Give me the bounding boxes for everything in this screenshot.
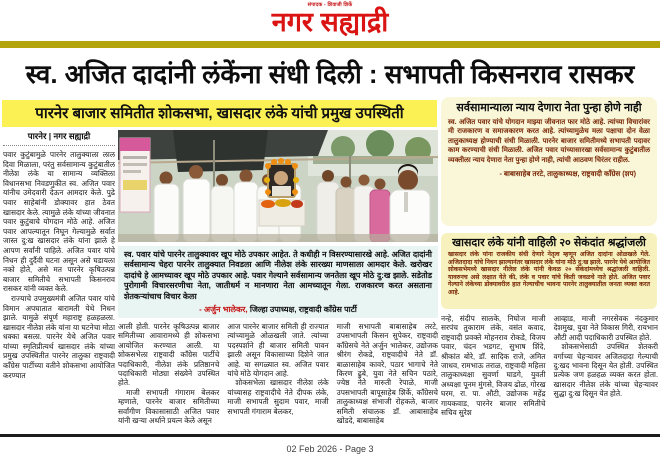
caption-byline-role: जिल्हा उपाध्यक्ष, राष्ट्रवादी काँग्रेस पार्टी <box>247 305 357 315</box>
caption-text: स्व. पवार यांचे पारनेर तालुक्यावर खूप मोठे उपकार आहेत. ते कधीही न विसरण्यासारखे आहे. अजित दादांनी सर्वसामान्य चेहरा पारनेर तालुक्यात निवडला आणि नीलेश लंके सारख्या माणसाला आमदार केले. खरोखर दादांचे हे आमच्यावर खूप मोठे उपकार आहे. पवार गेल्याने सर्वसामान्य जनतेला खूप मोठे दु:ख झाले. सडेतोड पुरोगामी विचारसरणीचा नेता, जातीधर्म न मानणारा नेता आमच्यातून गेला. राजकारण करत असताना शेतकऱ्यांचाच विचार केला <box>124 250 432 301</box>
article-paragraph: शोकसभेसाठी उपस्थित शेतकरी वर्गाच्या चेहऱ्यावर अजितदादा गेल्याची दु:खद भावना दिसून येत होती. उपस्थित प्रत्येक जण हळहळ व्यक्त करत होता. खासदार नीलेश लंके यांच्या चेहऱ्यावर सुद्धा दु:ख दिसून येत होते. <box>553 342 658 399</box>
main-headline: स्व. अजित दादांनी लंकेंना संधी दिली : सभापती किसनराव रासकर <box>25 59 635 89</box>
quote-box-byline: - बाबासाहेब तरटे, तालुकाध्यक्ष, राष्ट्रवादी काँग्रेस (शप) <box>499 169 636 179</box>
quote-box-body: खासदार लंके यांना राजकीय संधी देणारे नेतृत्व म्हणून अजित दादांना ओळखले गेले. अजितदादा यांचे निधन झाल्यानंतर खासदार लंके यांना मोठे दु:ख झाले. पारनेर येथे आयोजित शोकसभेमध्ये खासदार नीलेश लंके यांनी केवळ २० सेकंदांमध्येच श्रद्धांजली वाहिली. यावरुनच असे लक्षात येते की, लंके व पवार यांचे किती जवळचे नाते होते. अजित पवार गेल्याने लंकेच्या डोक्यावरील हात गेल्याचीच भावना पारनेर तालुक्यातील जनता व्यक्त करत आहे. <box>448 251 650 296</box>
article-column <box>227 322 328 432</box>
article-column <box>337 322 438 432</box>
quote-box-body: स्व. अजित पवार यांचे योगदान माझ्या जीवनात फार मोठे आहे. त्यांच्या विचारांवर मी राजकारण व समाजकारण करत आहे. त्यांच्यामुळेच मला पक्षाचा दोन वेळा तालुकाध्यक्ष होण्याची संधी मिळाली. पारनेर बाजार समितीमध्ये सभापती पदावर काम करण्याची संधी मिळाली. अजित पवार यांच्यासारखा सर्वसामान्य कुटुंबातील व्यक्तीला न्याय देणारा नेता पुन्हा होणे नाही, त्यांची आठवण चिरंतर राहील. <box>448 119 650 164</box>
article-right-columns <box>441 314 658 432</box>
masthead-divider-bar <box>0 41 660 48</box>
dateline: पारनेर | नगर सह्याद्री <box>3 131 115 146</box>
quote-box-lanke-tribute <box>441 233 657 309</box>
article-column <box>118 322 219 432</box>
article-paragraph: शोकसभेला खासदार नीलेश लंके यांच्यासह राष्ट्रवादीचे नेते दीपक लंके, माजी सभापती सुदाम पवार, माजी सभापती गंगाराम बेलकर, <box>227 378 329 416</box>
article-column <box>554 314 659 432</box>
article-column <box>441 314 546 432</box>
article-paragraph: आज पारनेर बाजार समिती ही राज्यात त्यांच्यामुळे ओळखली जाते. त्यांच्या पदस्पर्शाने ही बाजार समिती पावन झाली असून विकासाच्या दिशेने जात आहे. या सगळ्यात स्व. अजित पवार यांचे मोठे योगदान आहे. <box>227 322 329 379</box>
quote-box-title: सर्वसामान्याला न्याय देणारा नेता पुन्हा होणे नाही <box>456 102 642 114</box>
article-paragraph: नन्हे, संदीप सालके, निघोज माजी सरपंच तुकाराम लंके, वसंत कवाद, राष्ट्रवादी प्रवक्ते मोहनराव रोकडे, विजय पवार, चंदन भडगट, सुभाष शिंदे, श्रीकांत बोरे, डॉ. सादिक राजे, अमित जाधव, रामभाऊ तराळ, राष्ट्रवादी महिला तालुकाध्यक्षा सुवर्णा घाडगे, युवती अध्यक्षा पूनम मुंगसे, विजय ढोळ, गोरख घरम, रा. पा. औटी, उद्योजक महेंद्र गायकवाड, पारनेर बाजार समितीचे सचिव सुरेश <box>441 314 546 418</box>
sub-headline: पारनेर बाजार समितीत शोकसभा, खासदार लंके यांची प्रमुख उपस्थिती <box>2 100 437 127</box>
page-footer: 02 Feb 2026 - Page 3 <box>286 444 374 454</box>
article-middle-columns <box>118 322 438 432</box>
quote-box-title: खासदार लंके यांनी वाहिली २० सेकंदांत श्रद्धांजली <box>452 237 646 249</box>
article-paragraph: आली होती. पारनेर कृषिउत्पन्न बाजार समितीच्या आवारामध्ये ही शोकसभा आयोजित करण्यात आली. या शोकसभेला राष्ट्रवादी काँग्रेस पार्टीचे पदाधिकारी, नीलेश लंके प्रतिष्ठानचे पदाधिकारी मोठ्या संख्येने उपस्थित होते. <box>118 322 220 388</box>
article-paragraph: माजी सभापती गंगाराम बेलकर म्हणाले, पारनेर बाजार समितीच्या सर्वांगीण विकासासाठी अजित पवार यांनी खऱ्या अर्थाने प्रयत्न केले असून <box>118 387 220 426</box>
memorial-photo <box>118 130 438 242</box>
masthead-tagline: संपादक - शिवाजी शिर्के <box>307 2 353 8</box>
article-paragraph: आव्हाड, माजी नगरसेवक नंदकुमार देशमुख, युवा नेते विकास गिरी, रायभान औटी आदी पदाधिकारी उपस्थित होते. <box>553 314 658 342</box>
caption-byline-name: - अर्जुन भालेकर, <box>199 305 248 315</box>
masthead-title: नगर सह्याद्री <box>271 7 389 37</box>
caption-byline <box>124 304 432 315</box>
article-paragraph: माजी सभापती बाबासाहेब तरटे, उपसभापती किसन सुपेकर, राष्ट्रवादी काँग्रेसचे नेते अर्जुन भालेकर, उद्योजक श्रीरंग रोकडे, राष्ट्रवादीचे नेते डॉ. बाळासाहेब कावरे, पठार भागाचे नेते किरण ढुबे, युवा नेते सचिन पठारे, ज्येष्ठ नेते मारुती रेपाळे, माजी उपसभापती बापूसाहेब शिर्के, काँग्रेसचे तालुकाध्यक्ष संभाजी रोहकले, बाजार समिती संचालक डॉ. आबासाहेब खोडदे, बाबासाहेब <box>336 322 438 426</box>
memorial-photo-graphic <box>118 130 438 242</box>
quote-box-tarte <box>441 97 657 226</box>
photo-caption <box>118 246 438 318</box>
article-paragraph: पवार कुटुंबामुळे पारनेर तालुक्याला लाल दिवा मिळाला, परंतु सर्वसामान्य कुटुंबातील नीलेश लंके या सामान्य व्यक्तिला विधानसभा निवडणुकीत स्व. अजित पवार यांनीच उमेदवारी देऊन आमदार केले. पुढे पवार साहेबांनी डोक्यावर हात ठेवत खासदार केले. त्यामुळे लंके यांच्या जीवनात पवार कुटुंबाचे योगदान मोठे आहे. अजित पवार आपल्यातून निघून गेल्यामुळे सर्वात जास्त दु:ख खासदार लंके यांना झाले हे आपण सर्वांनी पाहिले. अजित पवार यांचे निधन ही दुर्दैवी घटना असून असे घडायला नको होते, असे मत पारनेर कृषिउत्पन्न बाजार समितीचे सभापती किसनराव रासकर यांनी व्यक्त केले. <box>3 150 115 294</box>
article-paragraph: राज्याचे उपमुख्यमंत्री अजित पवार यांचे विमान अपघातात बारामती येथे निधन झाले. यामुळे संपूर्ण महाराष्ट्र हळहळला. खासदार नीलेश लंके यांना या घटनेचा मोठा धक्का बसला. पारनेर येथे अजित पवार यांच्या स्मृतिप्रीत्यर्थ खासदार लंके यांच्या प्रमुख उपस्थितीत पारनेर तालुका राष्ट्रवादी काँग्रेस पार्टीच्या वतीने शोकसभा आयोजित करण्यात <box>3 293 115 380</box>
article-left-column <box>3 131 115 409</box>
footer-rule <box>0 434 660 437</box>
